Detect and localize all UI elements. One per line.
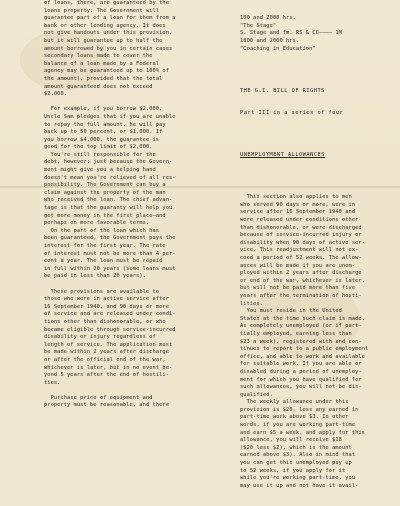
text-line: vice. This readjustment will not ex- xyxy=(240,247,359,254)
text-line: and earn $5 a week, and apply for this xyxy=(240,429,365,436)
text-line: because of service-incurred injury or xyxy=(240,232,362,239)
text-line: you borrow $4,000, the guarantee is xyxy=(44,136,160,143)
text-line: were released under conditions other xyxy=(240,217,359,224)
text-line: You're still responsible for the xyxy=(44,151,156,158)
text-line: On the part of the loan which has xyxy=(44,227,160,234)
text-line: allowance, you will receive $18 xyxy=(240,437,342,444)
text-line: ment might give you a helping hand xyxy=(44,167,156,174)
text-line: those who were in active service after xyxy=(44,296,169,303)
text-line: disability when 90 days of active ser- xyxy=(240,239,365,246)
text-line: while you're working part-time, you xyxy=(240,475,356,482)
text-line: in full within 20 years (some loans must xyxy=(44,265,176,272)
text-line: of loans, there, are guaranteed by the xyxy=(44,0,169,6)
text-line: You must reside in the United xyxy=(240,308,342,315)
text-line: ployed within 2 years after discharge xyxy=(240,270,362,277)
text-line: cent a year. The loan must be repaid xyxy=(44,258,163,265)
text-line: ponsibility. The Government can buy a xyxy=(44,182,166,189)
text-line: length of service. The application must xyxy=(44,341,173,348)
text-line: the amount), provided that the total xyxy=(44,75,163,82)
schedule-line: 1800 and 2000 hrs. xyxy=(240,37,300,44)
text-line: be paid in less than 20 years). xyxy=(44,273,146,280)
text-line: Uncle Sam pledges that if you are unable xyxy=(44,113,176,120)
text-line: not give handouts under this provision, xyxy=(44,30,173,37)
text-line: ances will be made if you are unem- xyxy=(240,262,356,269)
text-line: you can get this unemployed pay up xyxy=(240,460,352,467)
text-line: for suitable work. If you are able or xyxy=(240,361,362,368)
schedule-line: 100 and 2000 hrs. xyxy=(240,15,296,22)
text-line: than dishonorable, or were discharged xyxy=(240,224,362,231)
text-line: Purchase price of equipment and xyxy=(44,394,153,401)
right-column-body xyxy=(240,194,390,490)
text-line: office, and able to work and available xyxy=(240,353,365,360)
text-line: back up to 50 percent, or $1,000. If xyxy=(44,129,163,136)
text-line xyxy=(44,281,214,289)
text-line xyxy=(44,387,214,395)
text-line: tinues to report to a public employment xyxy=(240,346,369,353)
text-line: became eligible through service-incurred xyxy=(44,326,176,333)
text-line: interest for the first year. The rate xyxy=(44,243,166,249)
text-line: get more money in the first place—and xyxy=(44,212,166,219)
text-line: who served 90 days or more, were in xyxy=(240,201,356,208)
text-line: of interest must not be more than 4 per- xyxy=(44,250,176,257)
text-line: good for the top limit of $2,000. xyxy=(44,144,153,151)
text-line: ($20 less $2), which is the amount xyxy=(240,444,352,451)
text-line: who received the loan. The chief advan- xyxy=(44,197,173,204)
text-line: years after the termination of hosti- xyxy=(240,292,362,299)
text-line: may use it up and not have it avail- xyxy=(240,482,359,489)
section-title: THE G.I. BILL OF RIGHTS xyxy=(240,87,325,94)
text-line: tially employed, earning less than xyxy=(240,330,352,337)
text-line: such allowances, you will not be dis- xyxy=(240,384,362,391)
text-line: of service and are released under condi- xyxy=(44,311,176,318)
text-line: bank or other lending agency. It does xyxy=(44,22,166,29)
text-line: agency may be guaranteed up to 100% of xyxy=(44,68,169,75)
text-line: This section also applies to men xyxy=(240,194,352,201)
schedule-line: "Coaching in Education" xyxy=(240,45,316,52)
section-heading: UNEMPLOYMENT ALLOWANCES xyxy=(240,152,325,159)
text-line: 16 September 1940, and 90 days or more xyxy=(44,303,169,310)
text-line: ties. xyxy=(44,379,61,386)
text-line: amount guaranteed does not exceed xyxy=(44,83,153,90)
text-line: ceed a period of 52 weeks. The allow- xyxy=(240,255,362,261)
text-line: For example, if you borrow $2,000, xyxy=(44,106,163,113)
text-line: loans property. The Government will xyxy=(44,7,160,14)
text-line: As completely unemployed (or if part- xyxy=(240,323,362,330)
text-line: tions other than dishonorable, or who xyxy=(44,318,166,325)
text-line: $2,000. xyxy=(44,91,68,98)
right-column-top-block xyxy=(240,15,390,53)
text-line: lities. xyxy=(240,300,264,307)
text-line: qualified. xyxy=(240,391,273,398)
text-line: service after 16 September 1940 and xyxy=(240,209,356,216)
text-line: property must be reasonable, and there xyxy=(44,402,169,409)
text-line: tage is that the guaranty will help you xyxy=(44,205,173,212)
schedule-line: "The Stage" xyxy=(240,22,277,29)
text-line: doesn't mean you're relieved of all res- xyxy=(44,174,176,181)
text-line: yond 5 years after the end of hostili- xyxy=(44,372,169,379)
text-line: been guaranteed, the Government pays the xyxy=(44,235,176,242)
right-text-column xyxy=(240,0,390,506)
text-line: earned above $3). Also in mind that xyxy=(240,452,356,459)
text-line: to 52 weeks, if you apply for it xyxy=(240,467,346,474)
text-line: perhaps on more favorable terms. xyxy=(44,220,150,227)
text-line: The weekly allowance under this xyxy=(240,399,349,406)
text-line: disability or injury regardless of xyxy=(44,334,156,341)
text-line: provision is $20, less any earned in xyxy=(240,406,359,413)
text-line: debt, however; just because the Govern- xyxy=(44,159,173,166)
text-line: words, if you are working part-time xyxy=(240,422,356,429)
text-line: disabled during a period of unemploy- xyxy=(240,368,362,375)
text-line xyxy=(44,99,214,107)
text-line: but will not be paid more than five xyxy=(240,285,356,292)
text-line: $23 a week), registered with and con- xyxy=(240,338,362,345)
text-line: part-time work above $3. In other xyxy=(240,414,349,421)
schedule-line: S. Stage and fm. RS & CC———— 1M xyxy=(240,30,342,37)
section-subtitle: Part III in a series of four xyxy=(240,110,344,117)
text-line: whichever is later, but in no event be- xyxy=(44,364,173,371)
text-line: ment for which you have qualified for xyxy=(240,376,362,383)
text-line: claim against the property of the man xyxy=(44,189,166,196)
text-line: These provisions are available to xyxy=(44,288,160,295)
text-line: secondary loans made to cover the xyxy=(44,53,153,60)
text-line: amount borrowed by you in certain cases xyxy=(44,45,173,52)
text-line: balance of a loan made by a Federal xyxy=(44,60,160,67)
text-line: guarantee part of a loan for them from a xyxy=(44,15,176,22)
text-line: or end of the war, whichever is later, xyxy=(240,277,365,284)
left-text-column xyxy=(44,0,214,410)
text-line: but it will guarantee up to half the xyxy=(44,37,163,44)
text-line: to repay the full amount, he will pay xyxy=(44,121,166,128)
text-line: States at the time such claim is made. xyxy=(240,315,365,322)
text-line: or after the official end of the war, xyxy=(44,356,166,363)
text-line: be made within 2 years after discharge xyxy=(44,349,169,356)
